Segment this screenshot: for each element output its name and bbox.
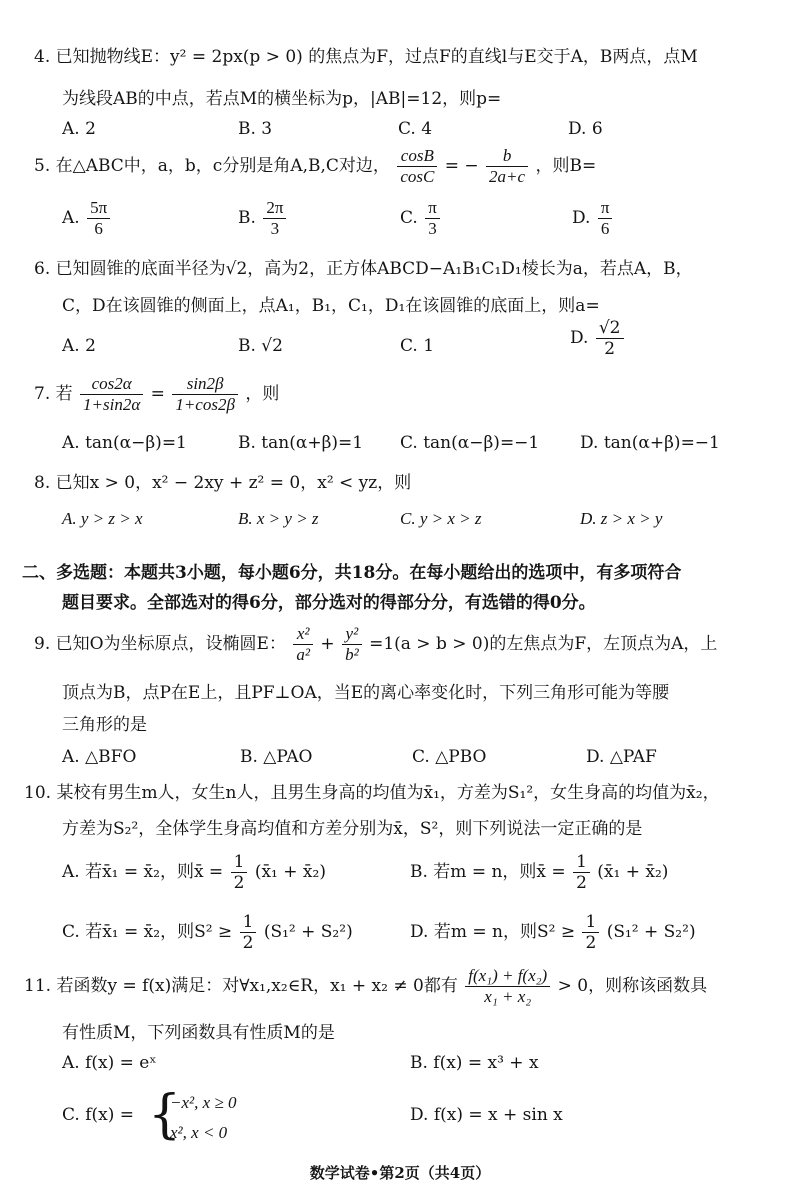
q4-line2: 为线段AB的中点，若点M的横坐标为p，|AB|=12，则p= (62, 89, 502, 109)
q5-stem-a: 5. 在△ABC中，a，b，c分别是角A,B,C对边， (34, 156, 390, 176)
q10-b-post: (x̄₁ + x̄₂) (597, 862, 669, 882)
q10-a-half (231, 852, 248, 893)
q5-b-label: B. (238, 208, 256, 228)
q10-c-half-num: 1 (240, 912, 257, 933)
q6-d-den: 2 (604, 339, 616, 359)
q10-c-half-den: 2 (242, 933, 254, 953)
q6-option-a: A. 2 (62, 336, 96, 356)
q11-option-b: B. f(x) = x³ + x (410, 1053, 539, 1073)
q5-a-den: 6 (94, 219, 103, 238)
q11-line2: 有性质M，下列函数具有性质M的是 (62, 1023, 335, 1043)
q9-f1-num: x² (293, 624, 313, 645)
q10-a-pre: A. 若x̄₁ = x̄₂，则x̄ = (62, 862, 224, 882)
q7-fraction-2 (172, 374, 238, 415)
page-footer: 数学试卷•第2页（共4页） (309, 1164, 491, 1182)
q11-fraction (465, 966, 550, 1007)
q5-d-label: D. (572, 208, 591, 228)
q5-stem-b: ，则B= (535, 156, 597, 176)
q5-fraction-2 (486, 146, 528, 187)
q9-fraction-2 (342, 624, 362, 665)
q5-b-num: 2π (263, 198, 286, 219)
q5-a-frac (87, 198, 110, 239)
q9-line3: 三角形的是 (62, 715, 147, 735)
q8-option-b: B. x > y > z (238, 509, 319, 528)
q5-f2-num: b (486, 146, 528, 167)
q5-f1-num: cosB (397, 146, 437, 167)
q9-stem-b: =1(a > b > 0)的左焦点为F，左顶点为A，上 (369, 634, 718, 654)
q10-a-half-num: 1 (231, 852, 248, 873)
q4-option-c: C. 4 (398, 119, 433, 139)
q4-line1: 4. 已知抛物线E：y² = 2px(p > 0) 的焦点为F，过点F的直线l与E交于A，B两点，点M (34, 47, 698, 67)
q4-option-a: A. 2 (62, 119, 96, 139)
q5-c-frac (425, 198, 440, 239)
q9-stem-a: 9. 已知O为坐标原点，设椭圆E： (34, 634, 286, 654)
q10-option-a (62, 852, 326, 893)
q7-fraction-1 (80, 374, 143, 415)
q6-line1: 6. 已知圆锥的底面半径为√2，高为2，正方体ABCD−A₁B₁C₁D₁棱长为a，若点A，B， (34, 259, 693, 279)
q5-option-a (62, 198, 112, 239)
q5-c-label: C. (400, 208, 418, 228)
q6-d-label: D. (570, 328, 589, 348)
q9-f2-den: b² (345, 645, 359, 664)
q5-d-num: π (598, 198, 613, 219)
q10-line1: 10. 某校有男生m人，女生n人，且男生身高的均值为x̄₁，方差为S₁²，女生身高的均值为x̄₂， (24, 783, 720, 803)
q7-f2-num: sin2β (172, 374, 238, 395)
q10-d-half-num: 1 (582, 912, 599, 933)
q9-f1-den: a² (296, 645, 310, 664)
q7-option-b: B. tan(α+β)=1 (238, 433, 364, 453)
q7-f1-num: cos2α (80, 374, 143, 395)
q7-f2-den: 1+cos2β (175, 395, 235, 414)
q6-line2: C，D在该圆锥的侧面上，点A₁，B₁，C₁，D₁在该圆锥的底面上，则a= (62, 296, 600, 316)
q5-option-c (400, 198, 442, 239)
q5-a-num: 5π (87, 198, 110, 219)
q5-d-den: 6 (600, 219, 610, 238)
q6-d-frac (596, 318, 624, 359)
q5-option-b (238, 198, 288, 239)
q5-c-num: π (425, 198, 440, 219)
q11-option-c-case2: x², x < 0 (170, 1123, 228, 1142)
section2-line1: 二、多选题：本题共3小题，每小题6分，共18分。在每小题给出的选项中，有多项符合 (22, 563, 682, 583)
q5-d-frac (598, 198, 613, 239)
q7-option-a: A. tan(α−β)=1 (62, 433, 187, 453)
q5-f2-den: 2a+c (489, 167, 526, 186)
q5-b-den: 3 (270, 219, 280, 238)
q4-option-d: D. 6 (568, 119, 603, 139)
q10-a-post: (x̄₁ + x̄₂) (254, 862, 326, 882)
q5-stem (34, 146, 596, 187)
q4-option-b: B. 3 (238, 119, 273, 139)
q8-stem: 8. 已知x > 0，x² − 2xy + z² = 0，x² < yz，则 (34, 473, 412, 493)
q7-stem (34, 374, 279, 415)
q9-plus: + (320, 634, 335, 654)
q10-d-half-den: 2 (585, 933, 597, 953)
q5-option-d (572, 198, 614, 239)
q7-stem-b: ，则 (245, 384, 280, 404)
q5-b-frac (263, 198, 286, 239)
q5-f1-den: cosC (400, 167, 435, 186)
q8-option-a: A. y > z > x (62, 509, 143, 528)
q9-option-c: C. △PBO (412, 747, 487, 767)
q10-option-d (410, 912, 696, 953)
q9-line2: 顶点为B，点P在E上，且PF⊥OA，当E的离心率变化时，下列三角形可能为等腰 (62, 683, 670, 703)
q5-c-den: 3 (428, 219, 437, 238)
q11-option-d: D. f(x) = x + sin x (410, 1105, 563, 1125)
q10-option-c (62, 912, 353, 953)
q11-f-num: f(x₁) + f(x₂) (465, 966, 550, 987)
q6-option-d (570, 318, 626, 359)
q8-option-d: D. z > x > y (580, 509, 663, 528)
q7-option-d: D. tan(α+β)=−1 (580, 433, 720, 453)
q5-eq: = − (444, 156, 479, 176)
q6-option-b: B. √2 (238, 336, 283, 356)
q9-fraction-1 (293, 624, 313, 665)
q9-option-d: D. △PAF (586, 747, 657, 767)
q11-f-den: x₁ + x₂ (484, 987, 532, 1006)
q7-eq: = (150, 384, 165, 404)
q10-d-half (582, 912, 599, 953)
q11-option-c-label: C. f(x) = (62, 1105, 135, 1125)
q7-f1-den: 1+sin2α (83, 395, 141, 414)
q9-option-a: A. △BFO (62, 747, 137, 767)
q10-a-half-den: 2 (233, 873, 245, 893)
q10-c-post: (S₁² + S₂²) (263, 922, 353, 942)
section2-line2: 题目要求。全部选对的得6分，部分选对的得部分分，有选错的得0分。 (62, 593, 596, 613)
q9-option-b: B. △PAO (240, 747, 313, 767)
q10-line2: 方差为S₂²，全体学生身高均值和方差分别为x̄，S²，则下列说法一定正确的是 (62, 819, 643, 839)
q5-a-label: A. (62, 208, 80, 228)
q8-option-c: C. y > x > z (400, 509, 482, 528)
q10-b-half-den: 2 (576, 873, 587, 893)
q7-option-c: C. tan(α−β)=−1 (400, 433, 540, 453)
q10-b-half-num: 1 (573, 852, 590, 873)
q10-d-post: (S₁² + S₂²) (606, 922, 696, 942)
q9-stem (34, 624, 717, 665)
q5-fraction-1 (397, 146, 437, 187)
q11-option-c-case1: −x², x ≥ 0 (170, 1093, 237, 1112)
q11-stem (24, 966, 707, 1007)
q10-c-pre: C. 若x̄₁ = x̄₂，则S² ≥ (62, 922, 233, 942)
q10-b-pre: B. 若m = n，则x̄ = (410, 862, 566, 882)
q11-c-brace: { (148, 1085, 182, 1145)
q10-b-half (573, 852, 590, 893)
q7-stem-a: 7. 若 (34, 384, 73, 404)
q10-c-half (240, 912, 257, 953)
q10-d-pre: D. 若m = n，则S² ≥ (410, 922, 576, 942)
q10-option-b (410, 852, 668, 893)
q11-stem-b: > 0，则称该函数具 (557, 976, 708, 996)
q6-option-c: C. 1 (400, 336, 435, 356)
q6-d-num: √2 (596, 318, 624, 339)
q9-f2-num: y² (342, 624, 362, 645)
q11-stem-a: 11. 若函数y = f(x)满足：对∀x₁,x₂∈R，x₁ + x₂ ≠ 0都有 (24, 976, 458, 996)
q11-option-a: A. f(x) = eˣ (62, 1053, 157, 1073)
